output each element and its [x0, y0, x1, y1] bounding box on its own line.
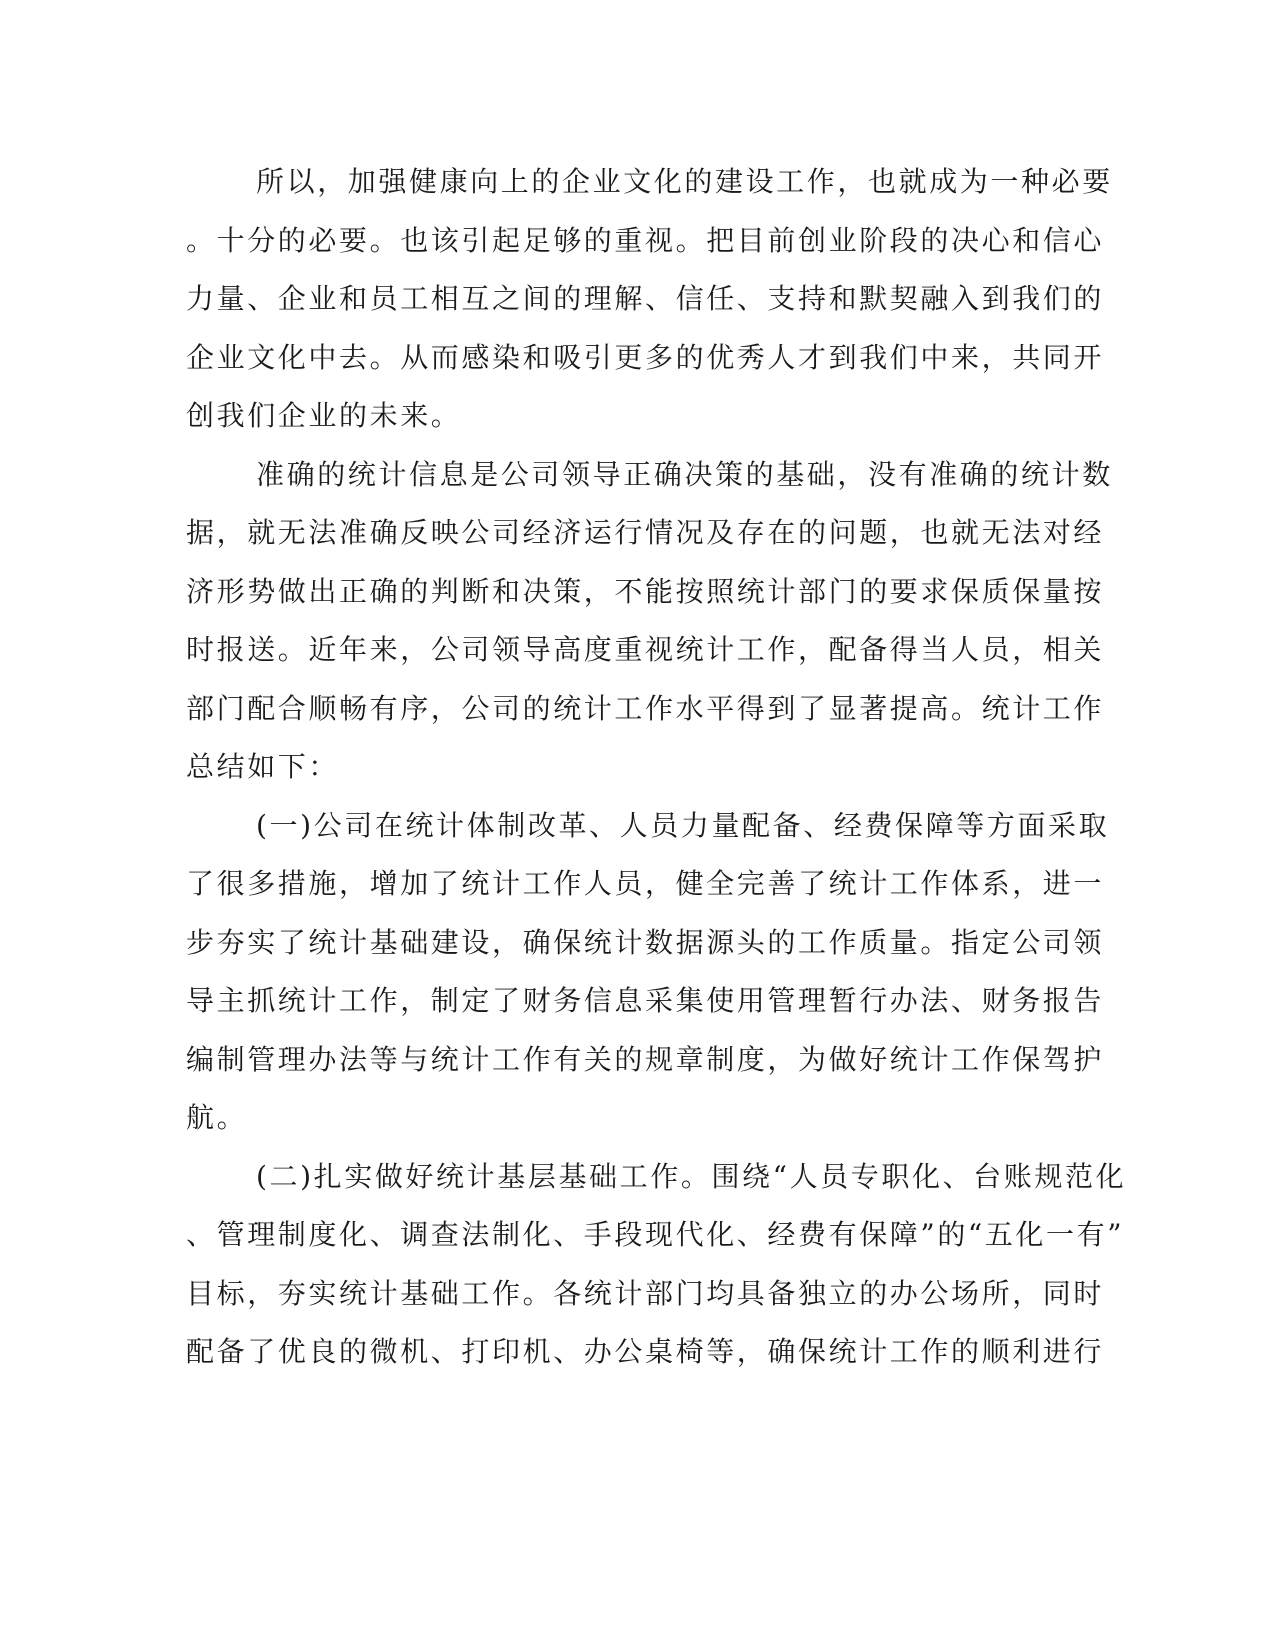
paragraph-3-line-3: 步夯实了统计基础建设，确保统计数据源头的工作质量。指定公司领 — [186, 926, 1105, 959]
paragraph-3-line-6: 航。 — [186, 1101, 248, 1134]
paragraph-4-line-3: 目标，夯实统计基础工作。各统计部门均具备独立的办公场所，同时 — [186, 1277, 1105, 1310]
paragraph-3-line-4: 导主抓统计工作，制定了财务信息采集使用管理暂行办法、财务报告 — [186, 984, 1105, 1017]
paragraph-2-line-3: 济形势做出正确的判断和决策，不能按照统计部门的要求保质保量按 — [186, 575, 1105, 608]
paragraph-1-line-1: 所以，加强健康向上的企业文化的建设工作，也就成为一种必要 — [256, 165, 1113, 198]
paragraph-4-line-1: (二)扎实做好统计基层基础工作。围绕“人员专职化、台账规范化 — [256, 1160, 1127, 1193]
paragraph-1-line-5: 创我们企业的未来。 — [186, 399, 462, 432]
paragraph-2-line-1: 准确的统计信息是公司领导正确决策的基础，没有准确的统计数 — [256, 458, 1113, 491]
paragraph-1-line-4: 企业文化中去。从而感染和吸引更多的优秀人才到我们中来，共同开 — [186, 341, 1105, 374]
paragraph-2-line-2: 据，就无法准确反映公司经济运行情况及存在的问题，也就无法对经 — [186, 516, 1105, 549]
paragraph-3-line-5: 编制管理办法等与统计工作有关的规章制度，为做好统计工作保驾护 — [186, 1043, 1105, 1076]
paragraph-1-line-3: 力量、企业和员工相互之间的理解、信任、支持和默契融入到我们的 — [186, 282, 1105, 315]
paragraph-4-line-2: 、管理制度化、调查法制化、手段现代化、经费有保障”的“五化一有” — [186, 1218, 1125, 1251]
paragraph-2-line-6: 总结如下： — [186, 750, 340, 783]
paragraph-1-line-2: 。十分的必要。也该引起足够的重视。把目前创业阶段的决心和信心 — [186, 224, 1105, 257]
paragraph-3-line-1: (一)公司在统计体制改革、人员力量配备、经费保障等方面采取 — [256, 809, 1110, 842]
paragraph-2-line-5: 部门配合顺畅有序，公司的统计工作水平得到了显著提高。统计工作 — [186, 692, 1105, 725]
paragraph-3-line-2: 了很多措施，增加了统计工作人员，健全完善了统计工作体系，进一 — [186, 867, 1105, 900]
paragraph-4-line-4: 配备了优良的微机、打印机、办公桌椅等，确保统计工作的顺利进行 — [186, 1335, 1105, 1368]
paragraph-2-line-4: 时报送。近年来，公司领导高度重视统计工作，配备得当人员，相关 — [186, 633, 1105, 666]
